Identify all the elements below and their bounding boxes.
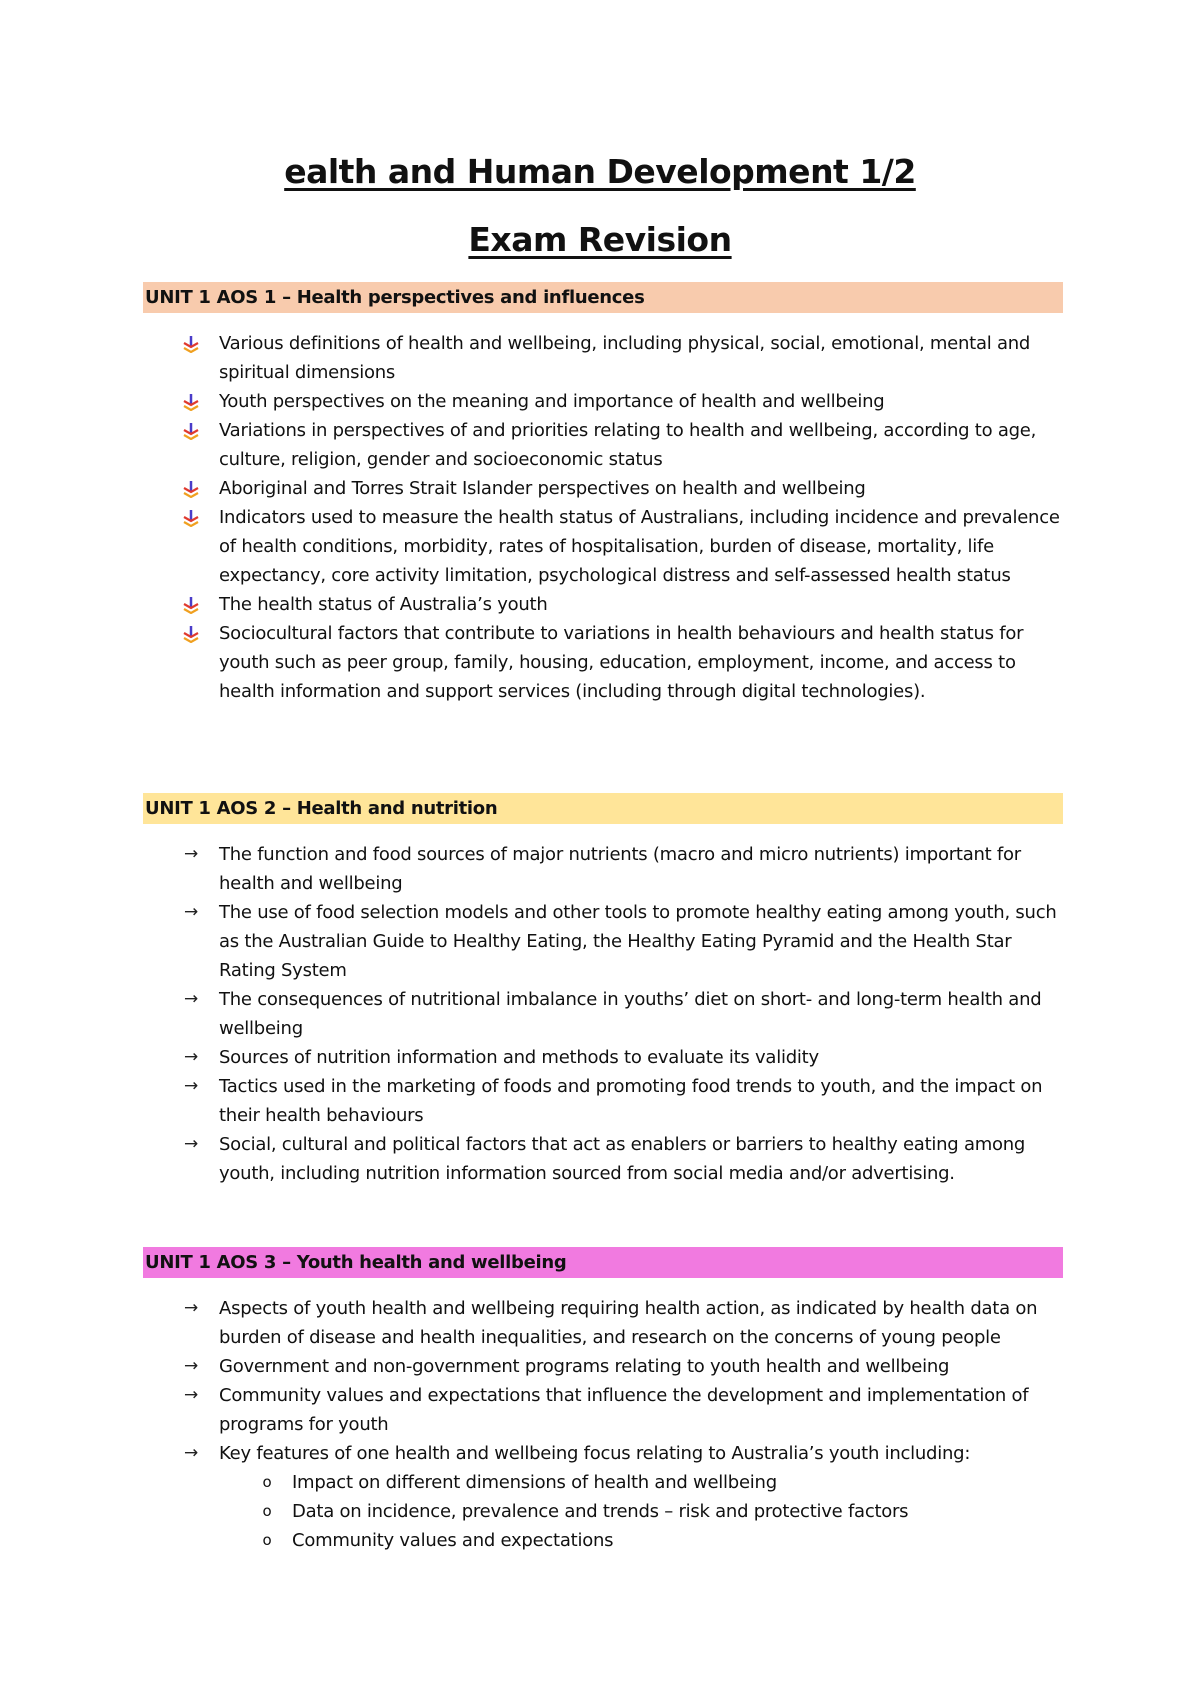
arrow-bullet-icon <box>179 387 203 416</box>
list-item-text: The use of food selection models and other tools to promote healthy eating among youth, such as the Australian Guide to Healthy Eating, the Healthy Eating Pyramid and the Health Star Rating System <box>219 902 1057 981</box>
right-arrow-icon: → <box>184 844 198 864</box>
arrow-bullet-icon <box>179 416 203 445</box>
sub-list-item-text: Data on incidence, prevalence and trends – risk and protective factors <box>292 1501 909 1522</box>
bullet-list <box>143 1294 1063 1468</box>
list-item-text: Various definitions of health and wellbeing, including physical, social, emotional, mental and spiritual dimensions <box>219 333 1031 383</box>
sub-bullet-list <box>143 1468 1063 1555</box>
document-subtitle: Exam Revision <box>468 220 732 259</box>
arrow-bullet-icon <box>179 474 203 503</box>
list-item <box>143 1072 1063 1130</box>
section-unit1-aos2 <box>143 793 1063 1188</box>
right-arrow-icon: → <box>184 902 198 922</box>
list-item-text: Social, cultural and political factors that act as enablers or barriers to healthy eating among youth, including nutrition information sourced from social media and/or advertising. <box>219 1134 1026 1184</box>
list-item <box>143 1130 1063 1188</box>
list-item <box>143 1294 1063 1352</box>
list-item <box>143 1352 1063 1381</box>
circle-bullet-icon: o <box>262 1531 272 1549</box>
sub-list-item-text: Community values and expectations <box>292 1530 614 1551</box>
right-arrow-icon: → <box>184 989 198 1009</box>
list-item <box>143 840 1063 898</box>
sub-list-item <box>143 1526 1063 1555</box>
list-item <box>143 416 1063 474</box>
list-item-text: Sources of nutrition information and methods to evaluate its validity <box>219 1047 819 1068</box>
arrow-bullet-icon <box>179 329 203 358</box>
arrow-bullet-icon <box>179 590 203 619</box>
bullet-list <box>143 329 1063 706</box>
list-item-text: The health status of Australia’s youth <box>219 594 548 615</box>
right-arrow-icon: → <box>184 1385 198 1405</box>
list-item <box>143 474 1063 503</box>
list-item <box>143 590 1063 619</box>
circle-bullet-icon: o <box>262 1502 272 1520</box>
right-arrow-icon: → <box>184 1134 198 1154</box>
arrow-bullet-icon <box>179 503 203 532</box>
list-item-text: The consequences of nutritional imbalance in youths’ diet on short- and long-term health and wellbeing <box>219 989 1042 1039</box>
right-arrow-icon: → <box>184 1076 198 1096</box>
section-heading: UNIT 1 AOS 2 – Health and nutrition <box>143 793 1063 824</box>
arrow-bullet-icon <box>179 619 203 648</box>
list-item <box>143 503 1063 590</box>
sub-list-item-text: Impact on different dimensions of health and wellbeing <box>292 1472 777 1493</box>
right-arrow-icon: → <box>184 1443 198 1463</box>
list-item-text: Indicators used to measure the health status of Australians, including incidence and prevalence of health conditions, morbidity, rates of hospitalisation, burden of disease, mortality, life expectancy, core activity limitation, psychological distress and self-assessed health status <box>219 507 1060 586</box>
sub-list-item <box>143 1497 1063 1526</box>
list-item <box>143 898 1063 985</box>
right-arrow-icon: → <box>184 1356 198 1376</box>
list-item <box>143 387 1063 416</box>
section-unit1-aos3 <box>143 1247 1063 1555</box>
section-unit1-aos1 <box>143 282 1063 706</box>
list-item <box>143 985 1063 1043</box>
list-item-text: Aboriginal and Torres Strait Islander perspectives on health and wellbeing <box>219 478 866 499</box>
list-item-text: Key features of one health and wellbeing focus relating to Australia’s youth including: <box>219 1443 971 1464</box>
circle-bullet-icon: o <box>262 1473 272 1491</box>
list-item <box>143 1043 1063 1072</box>
list-item-text: Government and non-government programs relating to youth health and wellbeing <box>219 1356 950 1377</box>
list-item-text: The function and food sources of major nutrients (macro and micro nutrients) important for health and wellbeing <box>219 844 1021 894</box>
list-item-text: Sociocultural factors that contribute to variations in health behaviours and health status for youth such as peer group, family, housing, education, employment, income, and access to health information and support services (including through digital technologies). <box>219 623 1024 702</box>
list-item-text: Tactics used in the marketing of foods and promoting food trends to youth, and the impact on their health behaviours <box>219 1076 1043 1126</box>
document-title: ealth and Human Development 1/2 <box>284 152 916 191</box>
list-item-text: Youth perspectives on the meaning and importance of health and wellbeing <box>219 391 885 412</box>
section-heading: UNIT 1 AOS 1 – Health perspectives and influences <box>143 282 1063 313</box>
right-arrow-icon: → <box>184 1298 198 1318</box>
list-item-text: Community values and expectations that influence the development and implementation of programs for youth <box>219 1385 1029 1435</box>
right-arrow-icon: → <box>184 1047 198 1067</box>
list-item-text: Variations in perspectives of and priorities relating to health and wellbeing, according to age, culture, religion, gender and socioeconomic status <box>219 420 1037 470</box>
list-item <box>143 1381 1063 1439</box>
list-item <box>143 619 1063 706</box>
sub-list-item <box>143 1468 1063 1497</box>
section-heading: UNIT 1 AOS 3 – Youth health and wellbeing <box>143 1247 1063 1278</box>
list-item <box>143 329 1063 387</box>
list-item-text: Aspects of youth health and wellbeing requiring health action, as indicated by health data on burden of disease and health inequalities, and research on the concerns of young people <box>219 1298 1038 1348</box>
list-item <box>143 1439 1063 1468</box>
bullet-list <box>143 840 1063 1188</box>
